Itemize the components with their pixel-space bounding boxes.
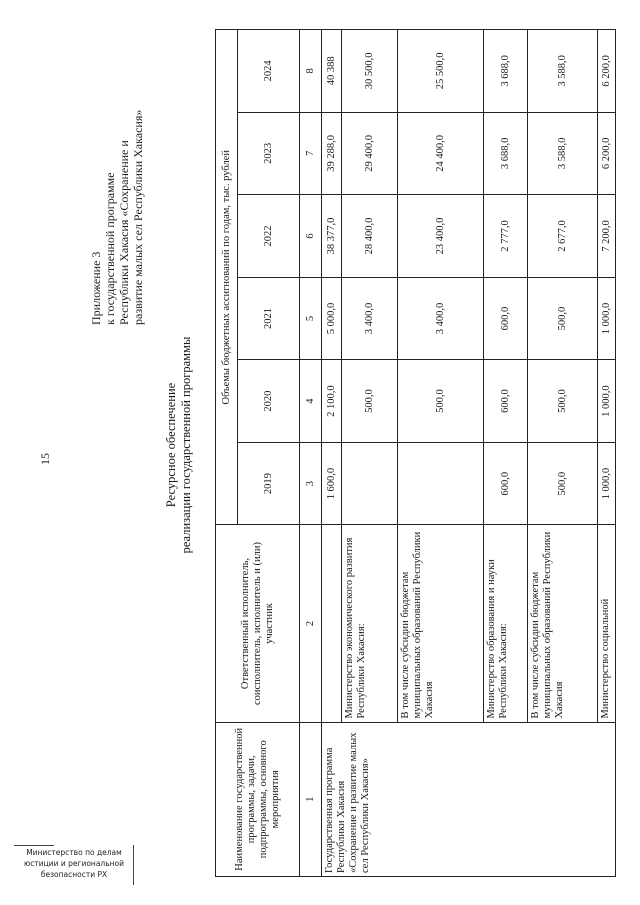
header-program: Наименование государственной программы, задачи, подпрограммы, основного мероприятия [216, 722, 300, 876]
value-cell [342, 442, 398, 525]
year-2022: 2022 [238, 195, 300, 278]
document-heading [164, 285, 194, 605]
value-cell: 7 200,0 [598, 195, 616, 278]
value-cell: 39 288,0 [322, 112, 342, 195]
column-number-row [300, 30, 322, 877]
value-cell: 6 200,0 [598, 30, 616, 113]
program-name-cell: Государственная программа Республики Хакасия «Сохранение и развитие малых сел Республики Хакасия» [322, 722, 616, 876]
heading-line-1: Ресурсное обеспечение [164, 382, 178, 508]
value-cell: 2 677,0 [528, 195, 598, 278]
value-cell: 500,0 [398, 360, 484, 443]
executor-cell: В том числе субсидии бюджетам муниципальных образований Республики Хакасия [528, 525, 598, 722]
col-number: 1 [300, 722, 322, 876]
value-cell: 600,0 [484, 442, 528, 525]
year-2021: 2021 [238, 277, 300, 360]
appendix-line-1: Приложение 3 [89, 251, 103, 325]
value-cell: 500,0 [528, 442, 598, 525]
header-funding: Объемы бюджетных ассигнований по годам, тыс. рублей [216, 30, 238, 525]
appendix-line-2: к государственной программе [103, 172, 117, 325]
header-executor: Ответственный исполнитель, соисполнитель, исполнитель и (или) участник [216, 525, 300, 722]
value-cell: 500,0 [528, 277, 598, 360]
year-2020: 2020 [238, 360, 300, 443]
executor-cell [322, 525, 342, 722]
resource-table [215, 29, 616, 877]
value-cell: 23 400,0 [398, 195, 484, 278]
stamp-line-2: юстиции и региональной [23, 859, 125, 868]
value-cell: 3 688,0 [484, 30, 528, 113]
value-cell: 25 500,0 [398, 30, 484, 113]
value-cell [398, 442, 484, 525]
value-cell: 1 000,0 [598, 442, 616, 525]
value-cell: 1 000,0 [598, 277, 616, 360]
appendix-note [89, 25, 145, 325]
value-cell: 500,0 [528, 360, 598, 443]
executor-cell: Министерство экономического развития Республики Хакасия: [342, 525, 398, 722]
value-cell: 3 400,0 [398, 277, 484, 360]
appendix-line-3: Республики Хакасия «Сохранение и [117, 140, 131, 325]
value-cell: 1 000,0 [598, 360, 616, 443]
value-cell: 2 777,0 [484, 195, 528, 278]
value-cell: 30 500,0 [342, 30, 398, 113]
value-cell: 29 400,0 [342, 112, 398, 195]
executor-cell: Министерство социальной [598, 525, 616, 722]
page-number: 15 [38, 453, 52, 465]
value-cell: 6 200,0 [598, 112, 616, 195]
value-cell: 1 600,0 [322, 442, 342, 525]
value-cell: 500,0 [342, 360, 398, 443]
value-cell: 600,0 [484, 277, 528, 360]
col-number: 8 [300, 30, 322, 113]
heading-line-2: реализации государственной программы [179, 336, 193, 554]
registration-stamp [14, 845, 134, 880]
year-2024: 2024 [238, 30, 300, 113]
value-cell: 600,0 [484, 360, 528, 443]
col-number: 3 [300, 442, 322, 525]
value-cell: 38 377,0 [322, 195, 342, 278]
value-cell: 2 100,0 [322, 360, 342, 443]
executor-cell: В том числе субсидии бюджетам муниципальных образований Республики Хакасия [398, 525, 484, 722]
value-cell: 3 688,0 [484, 112, 528, 195]
value-cell: 3 588,0 [528, 112, 598, 195]
col-number: 4 [300, 360, 322, 443]
value-cell: 40 388 [322, 30, 342, 113]
appendix-line-4: развитие малых сел Республики Хакасия» [131, 109, 145, 325]
value-cell: 28 400,0 [342, 195, 398, 278]
stamp-line-3: безопасности РХ [40, 870, 108, 879]
col-number: 5 [300, 277, 322, 360]
col-number: 7 [300, 112, 322, 195]
value-cell: 3 400,0 [342, 277, 398, 360]
value-cell: 3 588,0 [528, 30, 598, 113]
value-cell: 5 000,0 [322, 277, 342, 360]
executor-cell: Министерство образования и науки Республики Хакасия: [484, 525, 528, 722]
year-2019: 2019 [238, 442, 300, 525]
stamp-line-1: Министерство по делам [26, 848, 122, 857]
value-cell: 24 400,0 [398, 112, 484, 195]
table-row [322, 30, 342, 877]
col-number: 2 [300, 525, 322, 722]
col-number: 6 [300, 195, 322, 278]
year-2023: 2023 [238, 112, 300, 195]
